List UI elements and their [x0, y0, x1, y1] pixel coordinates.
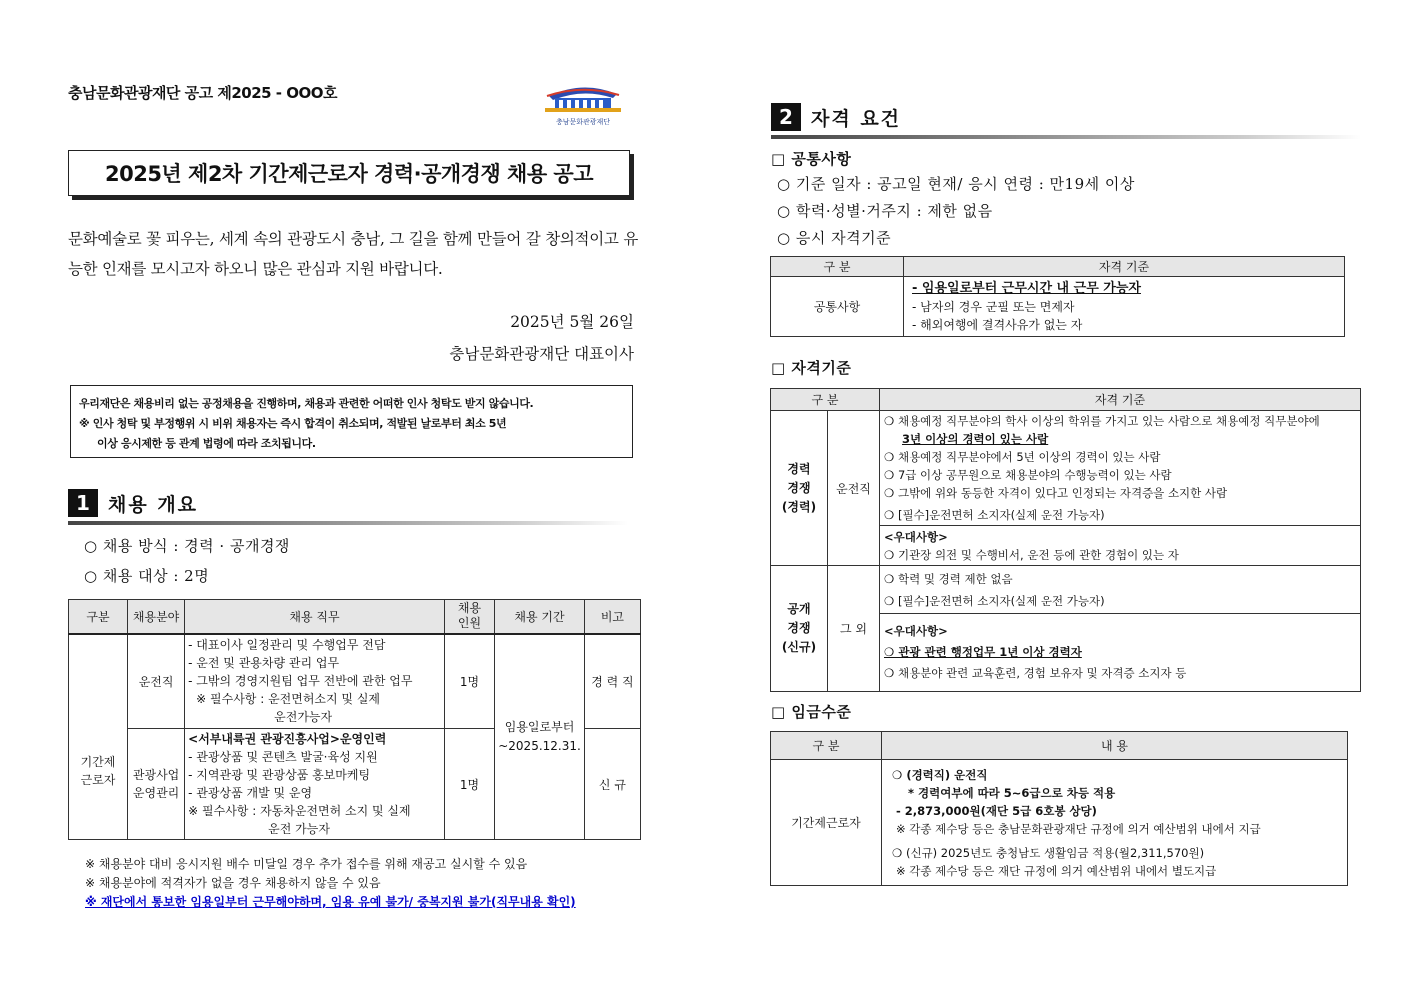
criteria-line: ❍ 7급 이상 공무원으로 채용분야의 수행능력이 있는 사람	[884, 468, 1172, 482]
criteria-cell	[880, 566, 1361, 614]
wage-line: ※ 각종 제수당 등은 재단 규정에 의거 예산범위 내에서 별도지급	[896, 863, 1217, 878]
col-header: 자격 기준	[904, 257, 1345, 277]
foundation-logo	[545, 82, 621, 124]
criteria-line: ❍ 그밖에 위와 동등한 자격이 있다고 인정되는 자격증을 소지한 사람	[884, 486, 1228, 500]
left-page	[0, 0, 700, 992]
duty-line: - 대표이사 일정관리 및 수행업무 전담	[188, 638, 386, 653]
duty-line: - 그밖의 경영지원팀 업무 전반에 관한 업무	[188, 674, 413, 689]
group-cell: 경력 경쟁 (경력)	[771, 411, 828, 566]
duty-line: ※ 필수사항 : 자동차운전면허 소지 및 실제	[188, 804, 411, 818]
col-header: 채용분야	[128, 600, 185, 634]
period-cell: 임용일로부터 ~2025.12.31.	[495, 634, 585, 840]
common-criteria-table	[770, 256, 1345, 337]
criteria-line: - 남자의 경우 군필 또는 면제자	[912, 299, 1075, 314]
bullet-edu: ○ 학력·성별·거주지 : 제한 없음	[777, 202, 993, 220]
field-cell: 운전직	[828, 411, 880, 566]
notice-number: 충남문화관광재단 공고 제2025 - OOO호	[68, 84, 337, 102]
footnote-important: ※ 재단에서 통보한 임용일부터 근무해야하며, 임용 유예 불가/ 중복지원 불가(직무내용 확인)	[85, 895, 576, 909]
criteria-cell	[880, 411, 1361, 526]
qualification-table	[770, 388, 1361, 692]
right-page	[700, 0, 1403, 992]
duty-line: 운전가능자	[274, 710, 333, 725]
table-row	[771, 566, 1361, 614]
col-header: 구 분	[771, 257, 904, 277]
table-row	[771, 760, 1348, 886]
section-title: 자격 요건	[811, 107, 902, 130]
wage-table	[770, 731, 1348, 886]
section-underline	[771, 135, 1361, 139]
section-number: 1	[68, 489, 98, 517]
wage-cell	[882, 760, 1348, 886]
section-1-header	[68, 489, 628, 525]
criteria-line: ❍ 학력 및 경력 제한 없음	[884, 571, 1013, 586]
col-header: 구 분	[771, 732, 882, 760]
pref-line: ❍ 기관장 의전 및 수행비서, 운전 등에 관한 경험이 있는 자	[884, 547, 1179, 562]
col-header: 채용 인원	[444, 600, 494, 634]
wage-line: ※ 각종 제수당 등은 충남문화관광재단 규정에 의거 예산범위 내에서 지급	[896, 821, 1261, 836]
footnote: ※ 채용분야 대비 응시지원 배수 미달일 경우 추가 접수를 위해 재공고 실시할 수 있음	[85, 857, 528, 871]
bullet-date: ○ 기준 일자 : 공고일 현재/ 응시 연령 : 만19세 이상	[777, 175, 1135, 193]
qual-heading: □ 자격기준	[771, 359, 852, 377]
duty-line: <서부내륙권 관광진흥사업>운영인력	[188, 732, 387, 746]
intro-text: 문화예술로 꽃 피우는, 세계 속의 관광도시 충남, 그 길을 함께 만들어 갈 창의적이고 유능한 인재를 모시고자 하오니 많은 관심과 지원 바랍니다.	[68, 230, 638, 278]
table-row	[69, 634, 641, 729]
note-cell: 신 규	[584, 729, 640, 840]
criteria-line: - 임용일로부터 근무시간 내 근무 가능자	[912, 280, 1141, 296]
row-label: 공통사항	[771, 277, 904, 337]
section-title: 채용 개요	[108, 493, 199, 516]
section-underline	[68, 521, 628, 525]
duty-line: - 지역관광 및 관광상품 홍보마케팅	[188, 768, 371, 782]
logo-text: 충남문화관광재단	[555, 118, 611, 126]
criteria-line: 3년 이상의 경력이 있는 사람	[902, 432, 1049, 446]
criteria-cell	[904, 277, 1345, 337]
duty-line: - 관광상품 개발 및 운영	[188, 786, 313, 800]
criteria-line: ❍ 채용예정 직무분야에서 5년 이상의 경력이 있는 사람	[884, 450, 1161, 464]
pref-line: ❍ 관광 관련 행정업무 1년 이상 경력자	[884, 645, 1082, 659]
col-header: 채용 기간	[495, 600, 585, 634]
field-cell: 그 외	[828, 566, 880, 692]
count-cell: 1명	[444, 634, 494, 729]
col-header: 내 용	[882, 732, 1348, 760]
page-title: 2025년 제2차 기간제근로자 경력·공개경쟁 채용 공고	[68, 150, 630, 196]
footnote: ※ 채용분야에 적격자가 없을 경우 채용하지 않을 수 있음	[85, 876, 381, 890]
group-cell: 공개 경쟁 (신규)	[771, 566, 828, 692]
table-row	[771, 411, 1361, 526]
group-cell: 기간제 근로자	[69, 634, 128, 840]
bullet-criteria: ○ 응시 자격기준	[777, 229, 892, 247]
notice-line: 우리재단은 채용비리 없는 공정채용을 진행하며, 채용과 관련한 어떠한 인사 청탁도 받지 않습니다.	[79, 397, 534, 410]
col-header: 구분	[69, 600, 128, 634]
criteria-line: ❍ 채용예정 직무분야의 학사 이상의 학위를 가지고 있는 사람으로 채용예정 직무분야에	[884, 414, 1320, 428]
preference-cell	[880, 526, 1361, 566]
fair-hiring-notice	[70, 385, 633, 458]
col-header: 구 분	[771, 389, 880, 411]
criteria-line: ❍ [필수]운전면허 소지자(실제 운전 가능자)	[884, 508, 1105, 522]
notice-date: 2025년 5월 26일	[510, 313, 634, 331]
col-header: 채용 직무	[185, 600, 445, 634]
col-header: 자격 기준	[880, 389, 1361, 411]
pref-title: <우대사항>	[884, 624, 948, 638]
pref-title: <우대사항>	[884, 529, 948, 544]
bullet-method: ○ 채용 방식 : 경력 · 공개경쟁	[84, 537, 290, 555]
notice-line: ※ 인사 청탁 및 부정행위 시 비위 채용자는 즉시 합격이 취소되며, 적발된 날로부터 최소 5년	[79, 417, 507, 430]
duties-cell	[185, 729, 445, 840]
recruitment-table	[68, 599, 641, 840]
wage-line: * 경력여부에 따라 5~6급으로 차등 적용	[908, 785, 1116, 800]
notice-line: 이상 응시제한 등 관계 법령에 따라 조치됩니다.	[97, 437, 316, 450]
criteria-line: ❍ [필수]운전면허 소지자(실제 운전 가능자)	[884, 593, 1105, 608]
preference-cell	[880, 614, 1361, 692]
wage-heading: □ 임금수준	[771, 703, 852, 721]
signer: 충남문화관광재단 대표이사	[449, 345, 634, 363]
field-cell: 운전직	[128, 634, 185, 729]
section-number: 2	[771, 103, 801, 131]
duty-line: ※ 필수사항 : 운전면허소지 및 실제	[196, 692, 381, 707]
footnotes	[85, 855, 576, 912]
wage-line: - 2,873,000원(재단 5급 6호봉 상당)	[896, 803, 1097, 818]
row-label: 기간제근로자	[771, 760, 882, 886]
bullet-target: ○ 채용 대상 : 2명	[84, 567, 210, 585]
duty-line: - 운전 및 관용차량 관리 업무	[188, 656, 340, 671]
duty-line: - 관광상품 및 콘텐츠 발굴·육성 지원	[188, 750, 378, 764]
table-row	[771, 277, 1345, 337]
field-cell: 관광사업 운영관리	[128, 729, 185, 840]
wage-line: ❍ (신규) 2025년도 충청남도 생활임금 적용(월2,311,570원)	[892, 845, 1205, 860]
col-header: 비고	[584, 600, 640, 634]
duty-line: 운전 가능자	[268, 822, 330, 836]
common-heading: □ 공통사항	[771, 150, 852, 168]
wage-line: ❍ (경력직) 운전직	[892, 767, 988, 782]
count-cell: 1명	[444, 729, 494, 840]
duties-cell	[185, 634, 445, 729]
note-cell: 경 력 직	[584, 634, 640, 729]
criteria-line: - 해외여행에 결격사유가 없는 자	[912, 317, 1083, 332]
pref-line: ❍ 채용분야 관련 교육훈련, 경험 보유자 및 자격증 소지자 등	[884, 666, 1187, 680]
section-2-header	[771, 103, 1361, 139]
